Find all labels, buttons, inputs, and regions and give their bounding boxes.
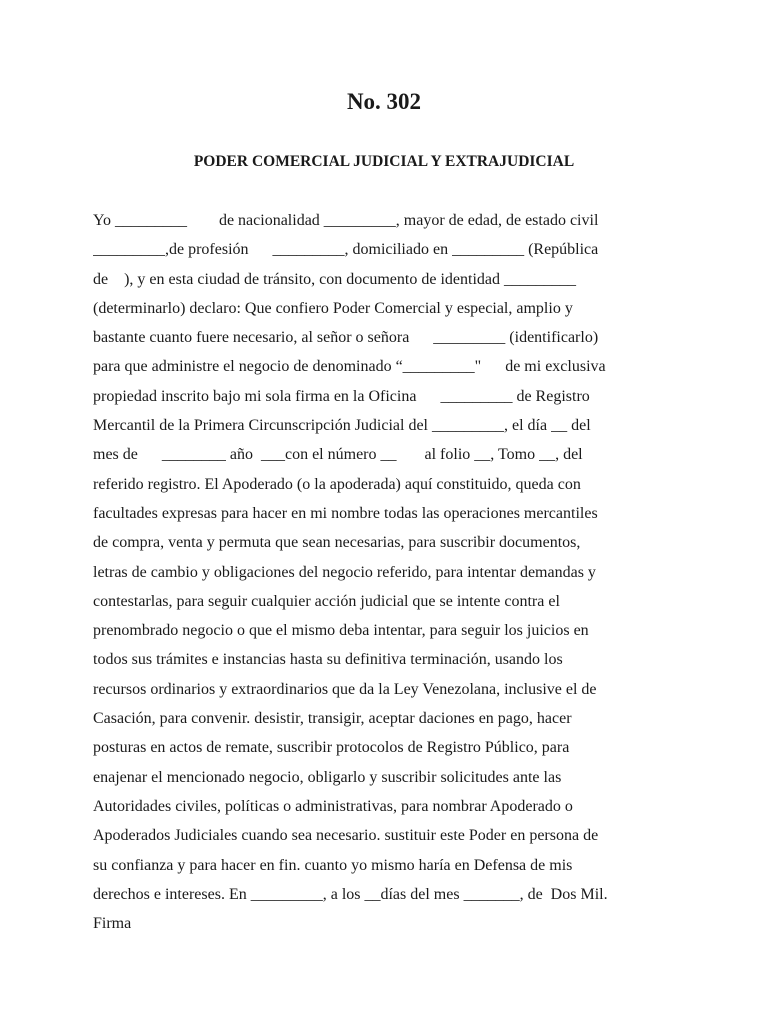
body-line: recursos ordinarios y extraordinarios que da la Ley Venezolana, inclusive el de	[93, 680, 597, 698]
signature-label: Firma	[93, 915, 132, 933]
body-line: referido registro. El Apoderado (o la apoderada) aquí constituido, queda con	[93, 475, 581, 493]
body-line: facultades expresas para hacer en mi nombre todas las operaciones mercantiles	[93, 504, 598, 522]
body-line: Autoridades civiles, políticas o administrativas, para nombrar Apoderado o	[93, 797, 573, 815]
document-title: PODER COMERCIAL JUDICIAL Y EXTRAJUDICIAL	[193, 153, 575, 170]
body-line: todos sus trámites e instancias hasta su definitiva terminación, usando los	[93, 651, 563, 669]
body-line: Apoderados Judiciales cuando sea necesario. sustituir este Poder en persona de	[93, 827, 599, 845]
document-number: No. 302	[346, 89, 422, 114]
body-line: contestarlas, para seguir cualquier acción judicial que se intente contra el	[93, 592, 560, 610]
body-line: enajenar el mencionado negocio, obligarlo y suscribir solicitudes ante las	[93, 768, 562, 786]
body-line: mes de ________ año ___con el número __ al folio __, Tomo __, del	[93, 446, 583, 464]
body-line: Mercantil de la Primera Circunscripción Judicial del _________, el día __ del	[93, 417, 591, 435]
body-line: Yo _________ de nacionalidad _________, mayor de edad, de estado civil	[93, 212, 599, 229]
body-line: bastante cuanto fuere necesario, al señor o señora _________ (identificarlo)	[93, 329, 599, 347]
body-line: su confianza y para hacer en fin. cuanto yo mismo haría en Defensa de mis	[93, 856, 573, 874]
body-line: de compra, venta y permuta que sean necesarias, para suscribir documentos,	[93, 534, 581, 552]
body-line: de ), y en esta ciudad de tránsito, con documento de identidad _________	[93, 270, 576, 288]
body-line: prenombrado negocio o que el mismo deba intentar, para seguir los juicios en	[93, 622, 589, 640]
body-line: Casación, para convenir. desistir, transigir, aceptar daciones en pago, hacer	[93, 710, 572, 728]
body-line: _________,de profesión _________, domiciliado en _________ (República	[93, 241, 599, 259]
body-line: derechos e intereses. En _________, a los __días del mes _______, de Dos Mil.	[93, 885, 608, 903]
body-line: (determinarlo) declaro: Que confiero Poder Comercial y especial, amplio y	[93, 299, 573, 317]
body-line: posturas en actos de remate, suscribir protocolos de Registro Público, para	[93, 739, 570, 757]
document-body	[93, 206, 683, 938]
body-line: para que administre el negocio de denominado “_________" de mi exclusiva	[93, 358, 606, 376]
body-line: propiedad inscrito bajo mi sola firma en la Oficina _________ de Registro	[93, 387, 590, 405]
body-line: letras de cambio y obligaciones del negocio referido, para intentar demandas y	[93, 563, 596, 581]
